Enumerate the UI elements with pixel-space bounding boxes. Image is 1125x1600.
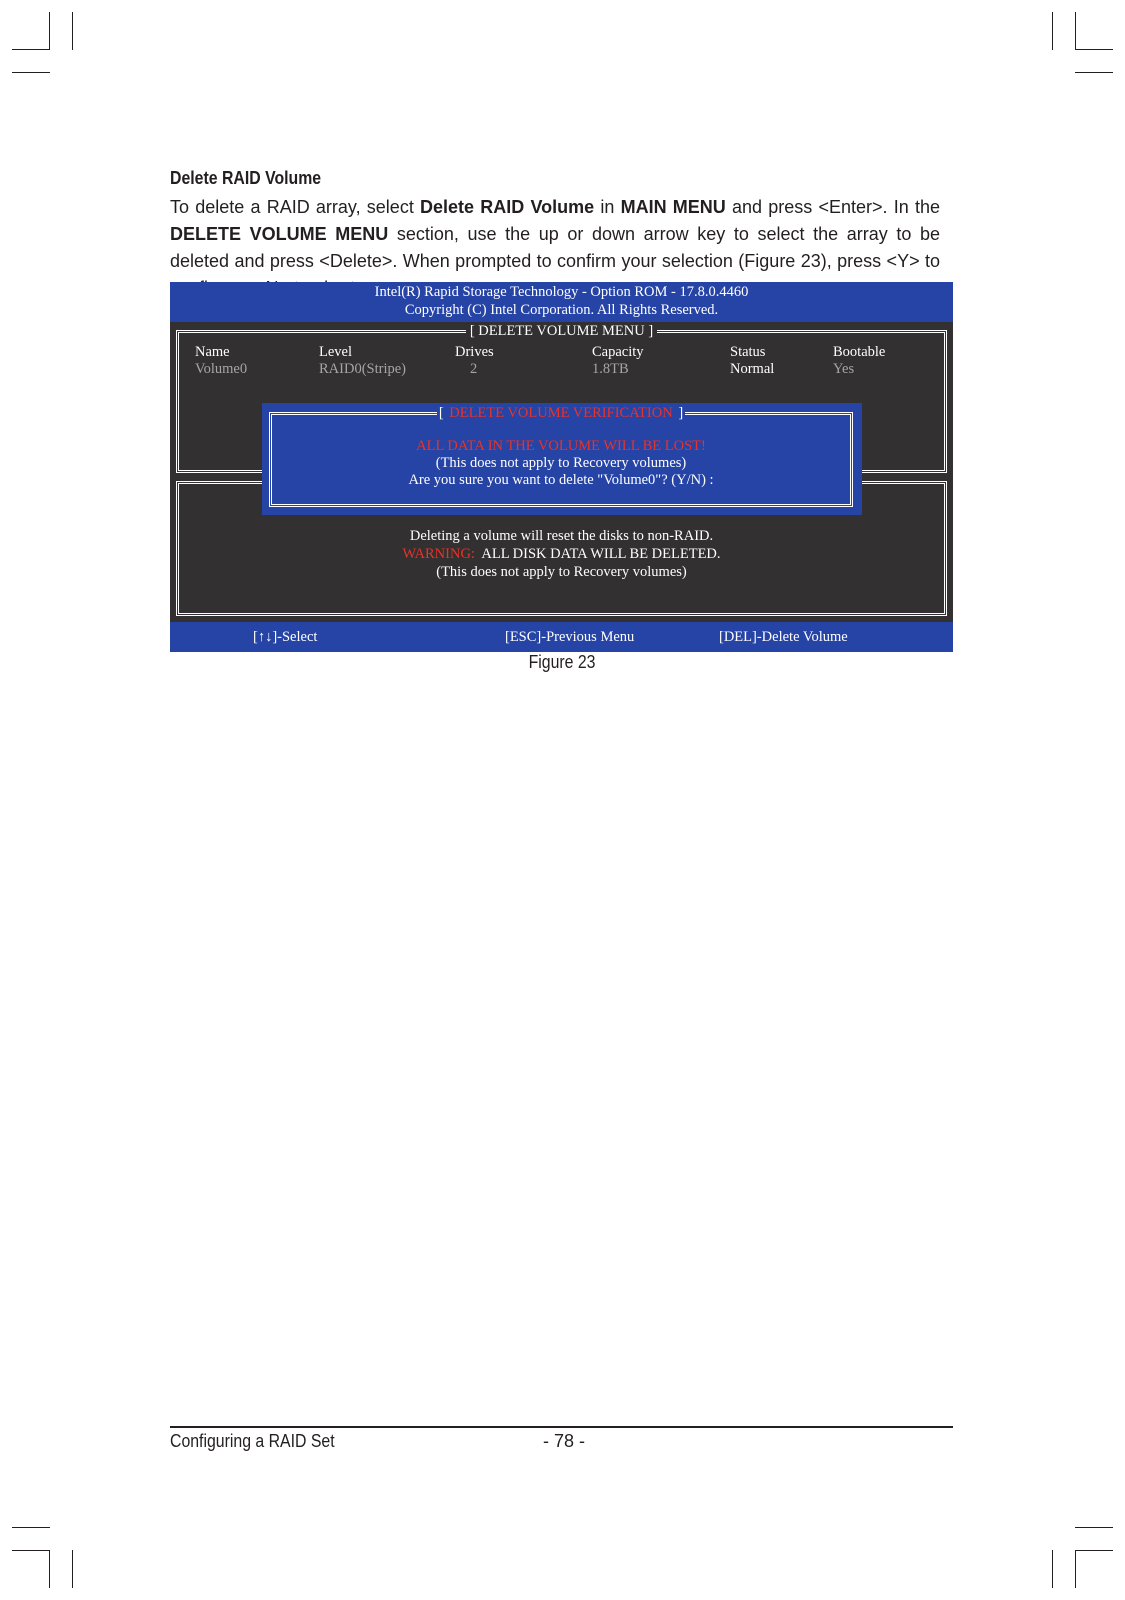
bold-run: Delete RAID Volume [420,197,595,217]
menu-title: [ DELETE VOLUME MENU ] [466,323,657,339]
volume-level: RAID0(Stripe) [319,361,406,377]
volume-drives: 2 [470,361,478,377]
bios-screenshot [170,282,953,652]
crop-mark [49,1550,50,1588]
text-run: in [594,197,621,217]
volume-capacity: 1.8TB [592,361,629,377]
key-previous-menu[interactable]: [ESC]-Previous Menu [505,629,635,645]
volume-status: Normal [730,361,775,377]
info-line-3: (This does not apply to Recovery volumes) [436,564,687,580]
volume-name[interactable]: Volume0 [195,361,248,377]
bios-header [170,282,953,322]
column-header-capacity: Capacity [592,344,644,360]
crop-mark [72,1550,73,1588]
column-header-drives: Drives [455,344,494,360]
dialog-warning: ALL DATA IN THE VOLUME WILL BE LOST! [416,438,706,454]
crop-mark [12,1527,50,1528]
key-help-bar [170,622,953,652]
info-line-2 [170,545,953,563]
bios-header-title: Intel(R) Rapid Storage Technology - Option ROM - 17.8.0.4460 [374,284,749,300]
crop-mark [1052,1550,1053,1588]
volume-bootable: Yes [833,361,855,377]
column-header-status: Status [730,344,766,360]
bios-header-copyright: Copyright (C) Intel Corporation. All Rights Reserved. [404,302,719,318]
info-line-1: Deleting a volume will reset the disks to non-RAID. [409,528,714,544]
dialog-prompt[interactable]: Are you sure you want to delete "Volume0"? (Y/N) : [408,472,714,488]
dialog-note: (This does not apply to Recovery volumes) [435,455,687,471]
crop-mark [1052,12,1053,50]
key-delete-volume[interactable]: [DEL]-Delete Volume [719,629,848,645]
crop-mark [1075,49,1113,50]
crop-mark [72,12,73,50]
text-run: section, use the up or down arrow key to select the array to be deleted and press <Delete>. When prompted to confirm your selection (Figure 23), press <Y> to [170,224,940,271]
crop-mark [49,12,50,50]
footer-section-name: Configuring a RAID Set [170,1431,335,1451]
crop-mark [12,1550,50,1551]
figure-caption: Figure 23 [529,652,596,672]
crop-mark [12,49,50,50]
column-header-bootable: Bootable [833,344,886,360]
footer-rule [170,1426,953,1428]
info-text [170,527,953,581]
delete-verification-dialog: [ DELETE VOLUME VERIFICATION ] ALL DATA IN THE VOLUME WILL BE LOST! (This does not apply to Recovery volumes) Are you sure you want to delete "Volume0"? (Y/N) : [262,403,862,515]
crop-mark [1075,72,1113,73]
crop-mark [1075,1527,1113,1528]
column-header-name: Name [195,344,230,360]
crop-mark [12,72,50,73]
key-select[interactable]: [↑↓]-Select [253,629,318,645]
column-header-level: Level [319,344,353,360]
crop-mark [1075,1550,1113,1551]
warning-label: WARNING: [402,546,475,562]
crop-mark [1075,12,1076,50]
footer-page-number: - 78 - [543,1431,586,1451]
dialog-title: DELETE VOLUME VERIFICATION [449,405,673,421]
crop-mark [1075,1550,1076,1588]
text-run: To delete a RAID array, select [170,197,421,217]
section-heading: Delete RAID Volume [170,168,322,188]
warning-text: ALL DISK DATA WILL BE DELETED. [481,546,721,562]
text-run: and press <Enter>. In the [725,197,940,217]
bold-run: MAIN MENU [620,197,726,217]
bold-run: DELETE VOLUME MENU [170,224,389,244]
